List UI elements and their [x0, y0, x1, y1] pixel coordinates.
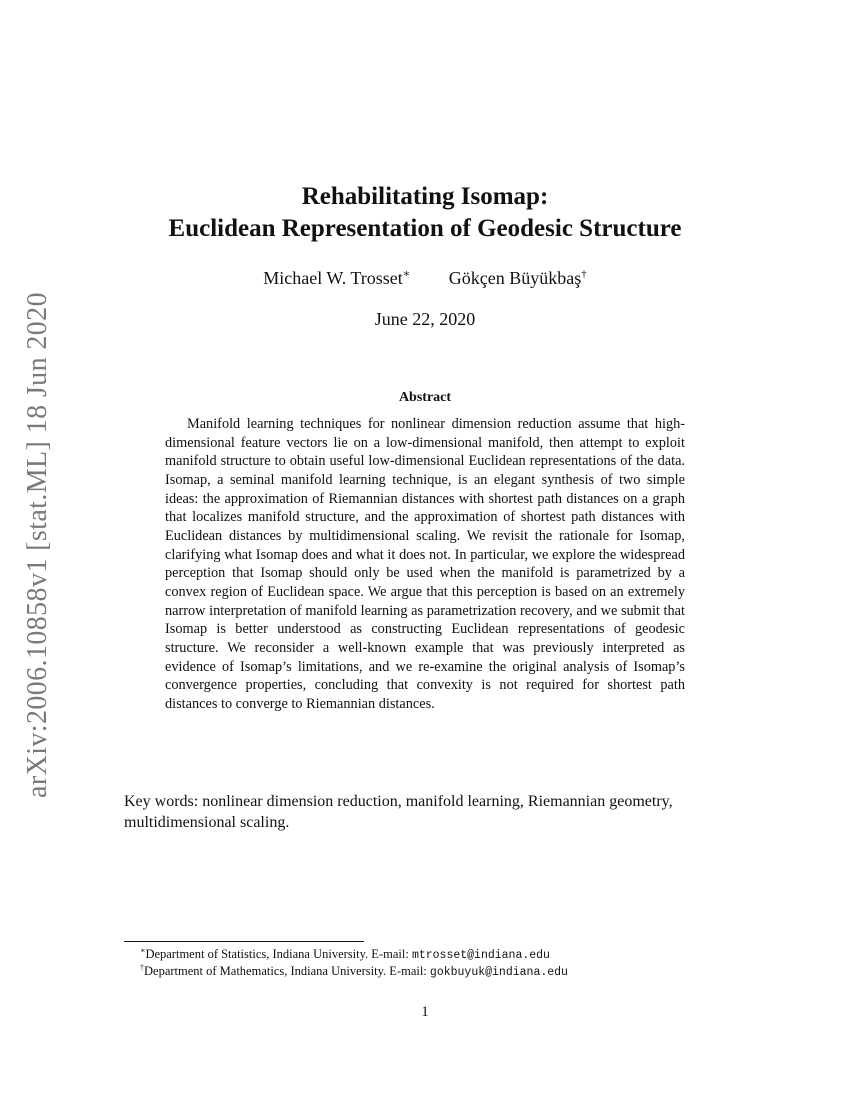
author-1-name: Michael W. Trosset	[263, 268, 403, 288]
keywords: Key words: nonlinear dimension reduction, manifold learning, Riemannian geometry, multidimensional scaling.	[124, 793, 673, 831]
author-1	[263, 266, 410, 290]
paper-title-line-2: Euclidean Representation of Geodesic Structure	[168, 215, 682, 242]
abstract-heading: Abstract	[398, 390, 452, 405]
footnote-divider	[124, 941, 364, 942]
footnote-2	[140, 963, 568, 981]
footnote-2-mark: †	[140, 962, 144, 972]
author-2	[449, 266, 587, 290]
author-1-footnote-mark: ∗	[402, 268, 411, 280]
author-2-footnote-mark: †	[581, 268, 587, 280]
paper-date: June 22, 2020	[374, 309, 476, 329]
arxiv-identifier-stamp: arXiv:2006.10858v1 [stat.ML] 18 Jun 2020	[22, 292, 53, 798]
footnote-1	[140, 946, 550, 964]
footnote-1-mark: ∗	[140, 945, 146, 955]
footnote-2-email: gokbuyuk@indiana.edu	[429, 966, 568, 979]
footnote-2-affiliation: Department of Mathematics, Indiana University. E-mail:	[144, 964, 430, 978]
author-list	[0, 266, 850, 290]
footnote-1-email: mtrosset@indiana.edu	[411, 949, 550, 962]
author-2-name: Gökçen Büyükbaş	[448, 268, 582, 288]
paper-title-line-1: Rehabilitating Isomap:	[301, 183, 549, 210]
abstract-body: Manifold learning techniques for nonlinear dimension reduction assume that high-dimensional feature vectors lie on a low-dimensional manifold, then attempt to exploit manifold structure to obtain useful low-dimensional Euclidean representations of the data. Isomap, a seminal manifold learning technique, is an elegant synthesis of two simple ideas: the approximation of Riemannian distances with shortest path distances on a graph that localizes manifold structure, and the approximation of shortest path distances with Euclidean distances by multidimensional scaling. We revisit the rationale for Isomap, clarifying what Isomap does and what it does not. In particular, we explore the widespread perception that Isomap should only be used when the manifold is parametrized by a convex region of Euclidean space. We argue that this perception is based on an extremely narrow interpretation of manifold learning as parametrization recovery, and we submit that Isomap is better understood as constructing Euclidean representations of geodesic structure. We reconsider a well-known example that was previously interpreted as evidence of Isomap’s limitations, and we re-examine the original analysis of Isomap’s convergence properties, concluding that convexity is not required for shortest path distances to converge to Riemannian distances.	[165, 416, 685, 712]
page-number: 1	[421, 1004, 429, 1020]
footnote-1-affiliation: Department of Statistics, Indiana University. E-mail:	[145, 947, 412, 961]
